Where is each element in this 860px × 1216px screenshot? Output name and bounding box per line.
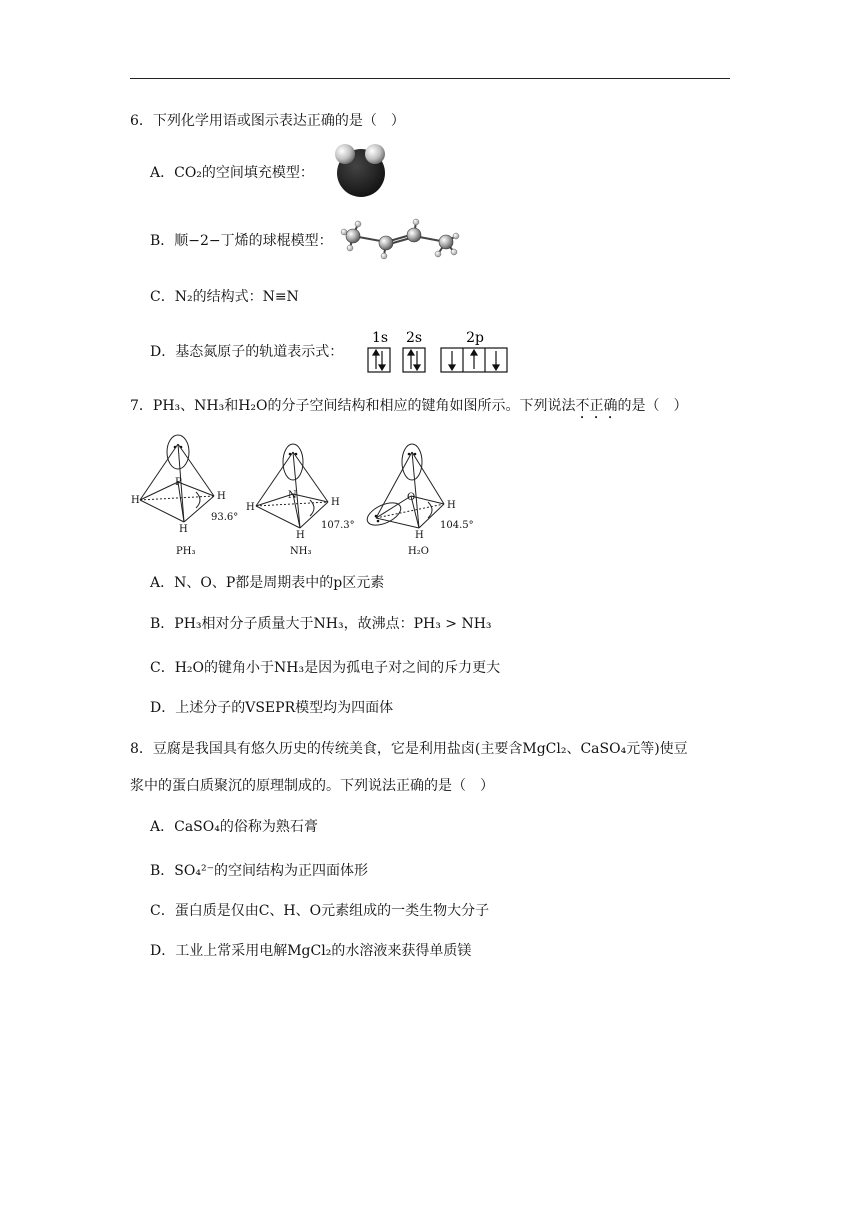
ph3-h-bottom: H bbox=[179, 524, 188, 535]
ph3-center-atom: P bbox=[175, 477, 182, 488]
nh3-label: NH₃ bbox=[290, 546, 312, 557]
q6-option-a: A．CO₂的空间填充模型： bbox=[150, 165, 314, 181]
ph3-structure bbox=[131, 435, 238, 557]
h2o-angle: 104.5° bbox=[440, 520, 474, 531]
nh3-h-left: H bbox=[246, 502, 255, 513]
q7-stem-emphasis: 不正确 bbox=[575, 398, 618, 414]
q8-option-c: C．蛋白质是仅由C、H、O元素组成的一类生物大分子 bbox=[150, 903, 490, 919]
q7-stem bbox=[130, 397, 688, 422]
co2-space-filling-model bbox=[330, 142, 392, 198]
h2o-structure bbox=[364, 444, 474, 557]
nitrogen-orbital-diagram bbox=[362, 328, 518, 376]
q6-option-d: D．基态氮原子的轨道表示式： bbox=[150, 344, 344, 360]
orbital-label-2p: 2p bbox=[466, 330, 484, 346]
q8-option-d: D．工业上常采用电解MgCl₂的水溶液来获得单质镁 bbox=[150, 943, 472, 959]
orbital-label-1s: 1s bbox=[371, 330, 389, 346]
q8-stem-line1: 8．豆腐是我国具有悠久历史的传统美食，它是利用盐卤(主要含MgCl₂、CaSO₄元等)使豆 bbox=[130, 741, 688, 757]
q7-stem-pre: 7．PH₃、NH₃和H₂O的分子空间结构和相应的键角如图所示。下列说法 bbox=[130, 398, 576, 414]
q6-option-b: B．顺−2−丁烯的球棍模型： bbox=[150, 233, 333, 249]
q7-option-c: C．H₂O的键角小于NH₃是因为孤电子对之间的斥力更大 bbox=[150, 660, 501, 676]
q8-option-a: A．CaSO₄的俗称为熟石膏 bbox=[150, 819, 318, 835]
nh3-center-atom: N bbox=[288, 490, 297, 501]
nh3-angle: 107.3° bbox=[321, 520, 355, 531]
molecular-geometry-figure bbox=[126, 434, 486, 564]
q7-option-a: A．N、O、P都是周期表中的p区元素 bbox=[150, 575, 385, 591]
ph3-h-right: H bbox=[217, 491, 226, 502]
orbital-label-2s: 2s bbox=[405, 330, 423, 346]
h2o-h-bottom: H bbox=[415, 530, 424, 541]
ph3-label: PH₃ bbox=[176, 546, 196, 557]
q7-stem-post: 的是（ ） bbox=[617, 398, 688, 414]
cis-2-butene-ball-stick-model bbox=[336, 212, 466, 264]
q6-option-c: C．N₂的结构式：N≡N bbox=[150, 289, 299, 305]
nh3-structure bbox=[246, 444, 355, 557]
q7-option-d: D．上述分子的VSEPR模型均为四面体 bbox=[150, 700, 394, 716]
nh3-h-right: H bbox=[331, 497, 340, 508]
q8-option-b: B．SO₄²⁻的空间结构为正四面体形 bbox=[150, 863, 368, 879]
ph3-angle: 93.6° bbox=[211, 512, 239, 523]
ph3-h-left: H bbox=[131, 495, 140, 506]
q6-stem: 6．下列化学用语或图示表达正确的是（ ） bbox=[130, 113, 405, 129]
h2o-center-atom: O bbox=[407, 492, 416, 503]
q7-option-b: B．PH₃相对分子质量大于NH₃，故沸点：PH₃ > NH₃ bbox=[150, 616, 492, 632]
nh3-h-bottom: H bbox=[296, 530, 305, 541]
header-rule bbox=[130, 78, 730, 79]
h2o-h-right: H bbox=[447, 500, 456, 511]
h2o-label: H₂O bbox=[408, 546, 429, 557]
q8-stem-line2: 浆中的蛋白质聚沉的原理制成的。下列说法正确的是（ ） bbox=[130, 778, 494, 794]
